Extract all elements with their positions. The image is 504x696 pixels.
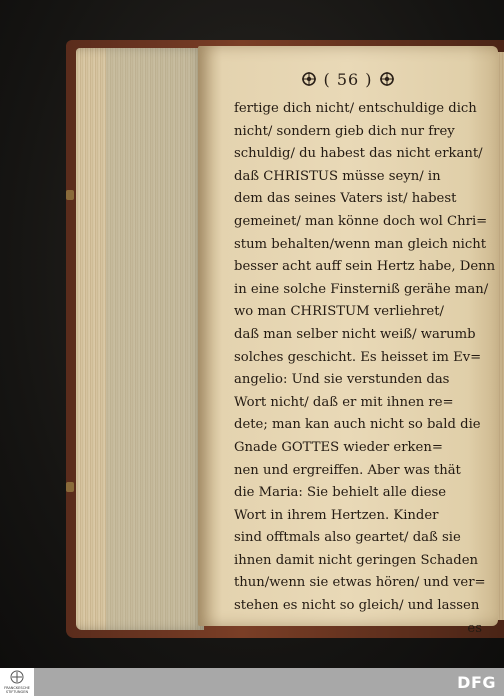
- text-line: nen und ergreiffen. Aber was thät: [234, 462, 461, 478]
- library-logo[interactable]: [0, 668, 34, 696]
- ornament-left-icon: [301, 71, 317, 87]
- page-body-text: [234, 98, 496, 640]
- text-line: gemeinet/ man könne doch wol Chri=: [234, 213, 488, 229]
- text-line: in eine solche Finsterniß gerähe man/: [234, 281, 489, 297]
- text-line: solches geschicht. Es heisset im Ev=: [234, 349, 482, 365]
- text-line: angelio: Und sie verstunden das: [234, 372, 450, 388]
- page-number: ( 56 ): [323, 70, 373, 89]
- text-line: Wort nicht/ daß er mit ihnen re=: [234, 394, 454, 410]
- ornament-right-icon: [379, 71, 395, 87]
- book-page: [198, 46, 498, 636]
- text-line: sind offtmals also geartet/ daß sie: [234, 530, 461, 546]
- text-line: stum behalten/wenn man gleich nicht: [234, 236, 487, 252]
- text-line: thun/wenn sie etwas hören/ und ver=: [234, 575, 486, 591]
- page-header: [198, 70, 498, 89]
- text-line: daß CHRISTUS müsse seyn/ in: [234, 168, 441, 184]
- text-line: Wort in ihrem Hertzen. Kinder: [234, 507, 439, 523]
- library-emblem-icon: [0, 668, 34, 686]
- text-line: stehen es nicht so gleich/ und lassen: [234, 598, 480, 614]
- text-line: nicht/ sondern gieb dich nur frey: [234, 123, 455, 139]
- text-line: wo man CHRISTUM verliehret/: [234, 304, 444, 320]
- text-line: die Maria: Sie behielt alle diese: [234, 485, 447, 501]
- dfg-logo[interactable]: DFG: [457, 673, 496, 692]
- text-line: dete; man kan auch nicht so bald die: [234, 417, 481, 433]
- text-line: es: [467, 620, 482, 636]
- text-line: fertige dich nicht/ entschuldige dich: [234, 101, 477, 116]
- page-stack-shading: [106, 48, 204, 630]
- text-line: dem das seines Vaters ist/ habest: [234, 191, 457, 207]
- clasp-icon: [66, 190, 74, 200]
- text-line: ihnen damit nicht geringen Schaden: [234, 552, 479, 568]
- text-line: daß man selber nicht weiß/ warumb: [234, 326, 476, 342]
- library-logo-text: FRANCKESCHE STIFTUNGEN: [4, 686, 30, 694]
- text-line: besser acht auff sein Hertz habe, Denn: [234, 259, 496, 275]
- text-line: schuldig/ du habest das nicht erkant/: [234, 146, 483, 162]
- clasp-icon: [66, 482, 74, 492]
- viewer-footer-bar: [0, 668, 504, 696]
- page-stack-edge: [76, 48, 204, 630]
- text-line: Gnade GOTTES wieder erken=: [234, 439, 443, 455]
